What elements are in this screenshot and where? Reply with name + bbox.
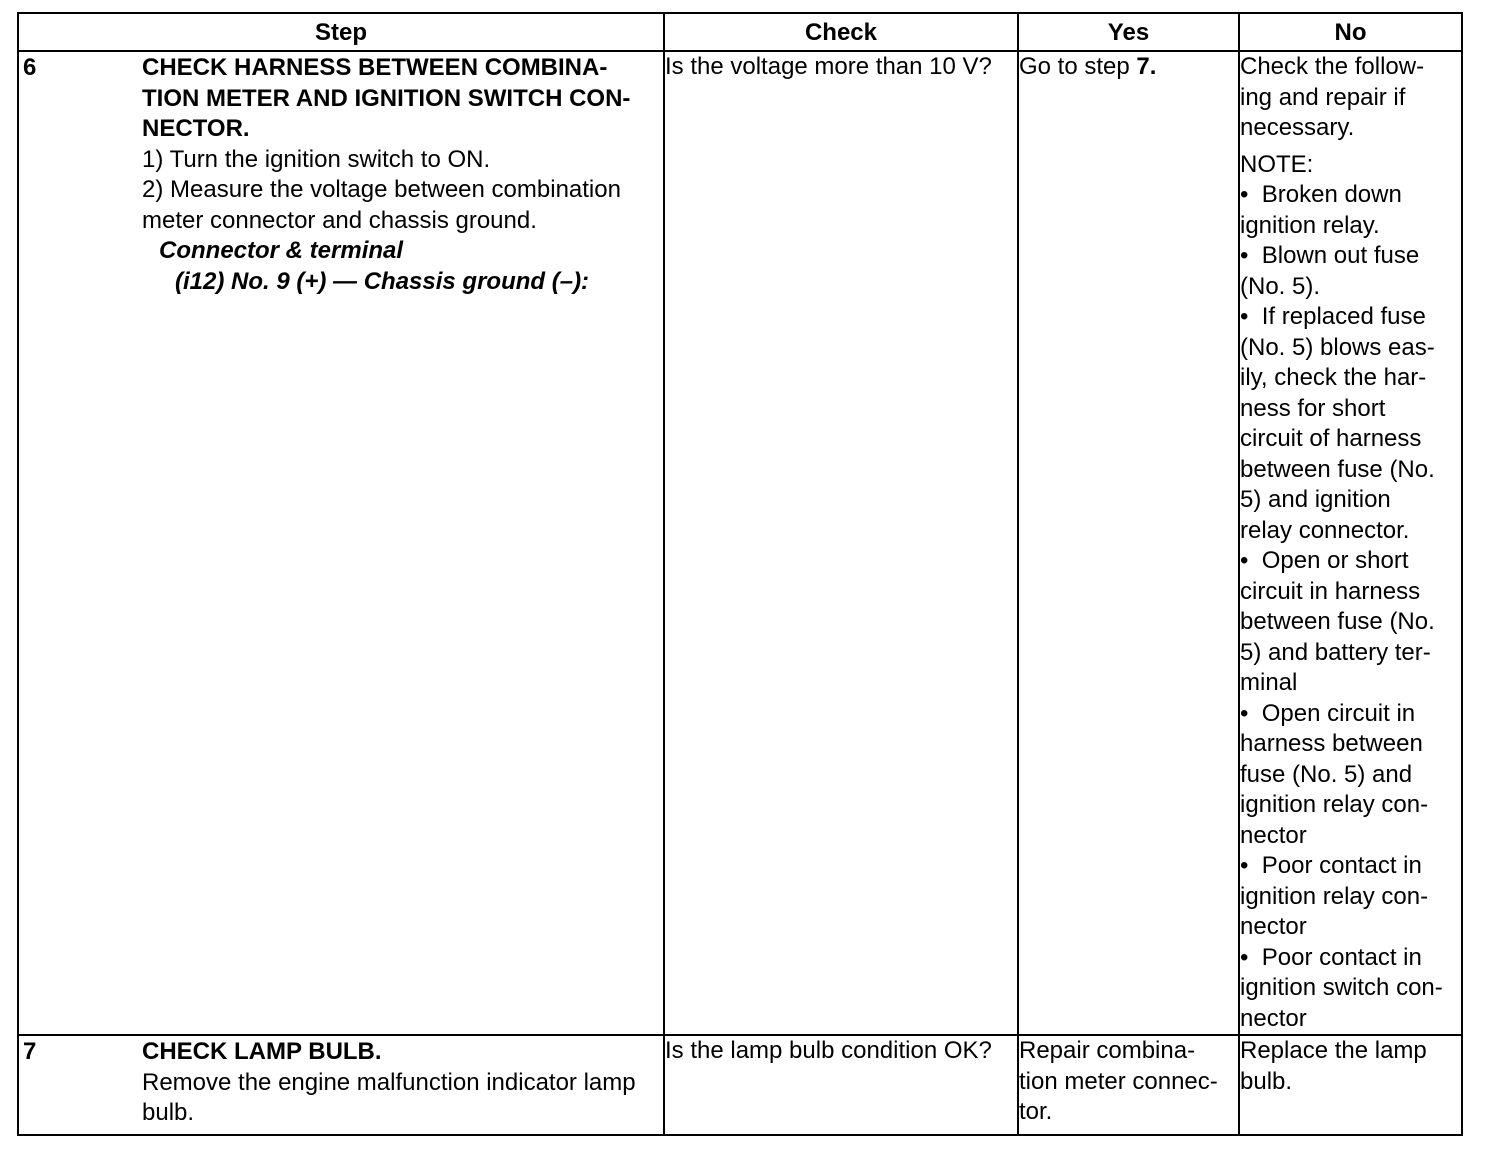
note-bullet-line: 5) and battery ter- bbox=[1240, 638, 1431, 666]
note-bullet-line: nector bbox=[1240, 913, 1307, 940]
note-bullet-line: relay connector. bbox=[1240, 516, 1410, 544]
note-bullet-line: between fuse (No. bbox=[1240, 455, 1435, 483]
step-number: 7 bbox=[23, 1038, 37, 1065]
no-cell bbox=[1239, 51, 1462, 1035]
step-title bbox=[142, 53, 657, 145]
note-bullet bbox=[1240, 851, 1461, 943]
table-row-step-6 bbox=[18, 51, 1462, 1035]
note-bullet bbox=[1240, 546, 1461, 699]
yes-action bbox=[1019, 52, 1238, 83]
note-heading: NOTE: bbox=[1240, 150, 1314, 178]
header-no: No bbox=[1239, 13, 1462, 51]
note-bullet bbox=[1240, 699, 1461, 852]
note-bullet bbox=[1240, 943, 1461, 1035]
note-bullet-line: • If replaced fuse bbox=[1240, 302, 1461, 333]
yes-action-text: Go to step bbox=[1019, 53, 1137, 80]
note-bullet-line: between fuse (No. bbox=[1240, 608, 1435, 635]
note-bullet-line: fuse (No. 5) and bbox=[1240, 760, 1413, 788]
step-instruction: 2) Measure the voltage between combination bbox=[142, 176, 621, 203]
note-bullet-line: ignition relay. bbox=[1240, 211, 1380, 239]
yes-cell bbox=[1018, 1035, 1239, 1135]
step-title-line: TION METER AND IGNITION SWITCH CON- bbox=[142, 84, 631, 112]
check-cell bbox=[664, 51, 1018, 1035]
note-bullet-line: ignition relay con- bbox=[1240, 791, 1429, 818]
note-bullet bbox=[1240, 302, 1461, 546]
note-bullet-line: • Poor contact in bbox=[1240, 943, 1461, 974]
no-action-line: Check the follow- bbox=[1240, 53, 1425, 80]
note-bullet bbox=[1240, 241, 1461, 302]
header-step: Step bbox=[18, 13, 664, 51]
no-action-line: bulb. bbox=[1240, 1067, 1293, 1095]
header-check: Check bbox=[664, 13, 1018, 51]
note-bullet-line: • Poor contact in bbox=[1240, 851, 1461, 882]
no-cell bbox=[1239, 1035, 1462, 1135]
note-bullet-line: • Broken down bbox=[1240, 180, 1461, 211]
yes-action-line: Repair combina- bbox=[1019, 1037, 1196, 1064]
note-bullet-line: circuit of harness bbox=[1240, 425, 1422, 452]
check-question: Is the lamp bulb condition OK? bbox=[665, 1037, 992, 1064]
step-instruction: meter connector and chassis ground. bbox=[142, 206, 537, 234]
note-bullet-line: (No. 5) blows eas- bbox=[1240, 333, 1435, 361]
step-cell bbox=[18, 51, 664, 1035]
step-title-line: CHECK HARNESS BETWEEN COMBINA- bbox=[142, 54, 608, 81]
note-bullet-line: nector bbox=[1240, 1004, 1307, 1032]
table-row-step-7 bbox=[18, 1035, 1462, 1135]
note-bullet-line: • Blown out fuse bbox=[1240, 241, 1461, 272]
no-action-line: Replace the lamp bbox=[1240, 1037, 1427, 1064]
step-instruction: bulb. bbox=[142, 1099, 195, 1126]
yes-cell bbox=[1018, 51, 1239, 1035]
note-bullet-line: (No. 5). bbox=[1240, 272, 1321, 300]
step-title-line: NECTOR. bbox=[142, 115, 250, 142]
note-bullet-line: • Open or short bbox=[1240, 546, 1461, 577]
no-action-line: ing and repair if bbox=[1240, 83, 1406, 111]
diagnostic-table bbox=[17, 12, 1463, 1136]
note-bullet-line: ignition relay con- bbox=[1240, 882, 1429, 910]
note-bullet-line: • Open circuit in bbox=[1240, 699, 1461, 730]
check-question: Is the voltage more than 10 V? bbox=[665, 53, 992, 80]
note-bullet-line: ignition switch con- bbox=[1240, 974, 1443, 1001]
step-cell bbox=[18, 1035, 664, 1135]
connector-terminal-spec: (i12) No. 9 (+) — Chassis ground (–): bbox=[175, 267, 590, 295]
step-instruction: 1) Turn the ignition switch to ON. bbox=[142, 145, 491, 173]
yes-step-ref: 7. bbox=[1136, 53, 1157, 80]
step-instruction: Remove the engine malfunction indicator lamp bbox=[142, 1068, 636, 1096]
yes-action-line: tion meter connec- bbox=[1019, 1067, 1218, 1095]
connector-label: Connector & terminal bbox=[159, 237, 404, 264]
note-bullet-line: 5) and ignition bbox=[1240, 486, 1391, 513]
step-title: CHECK LAMP BULB. bbox=[142, 1038, 382, 1065]
step-number: 6 bbox=[23, 54, 37, 81]
note-bullet-line: ness for short bbox=[1240, 394, 1386, 422]
check-cell bbox=[664, 1035, 1018, 1135]
note-bullet-line: nector bbox=[1240, 821, 1307, 849]
note-bullet bbox=[1240, 180, 1461, 241]
note-bullet-line: ily, check the har- bbox=[1240, 364, 1427, 391]
header-row bbox=[18, 13, 1462, 51]
header-yes: Yes bbox=[1018, 13, 1239, 51]
note-bullet-line: circuit in harness bbox=[1240, 577, 1421, 605]
no-action-line: necessary. bbox=[1240, 114, 1355, 141]
yes-action-line: tor. bbox=[1019, 1098, 1053, 1125]
note-bullet-line: minal bbox=[1240, 669, 1298, 696]
note-bullet-line: harness between bbox=[1240, 730, 1423, 757]
